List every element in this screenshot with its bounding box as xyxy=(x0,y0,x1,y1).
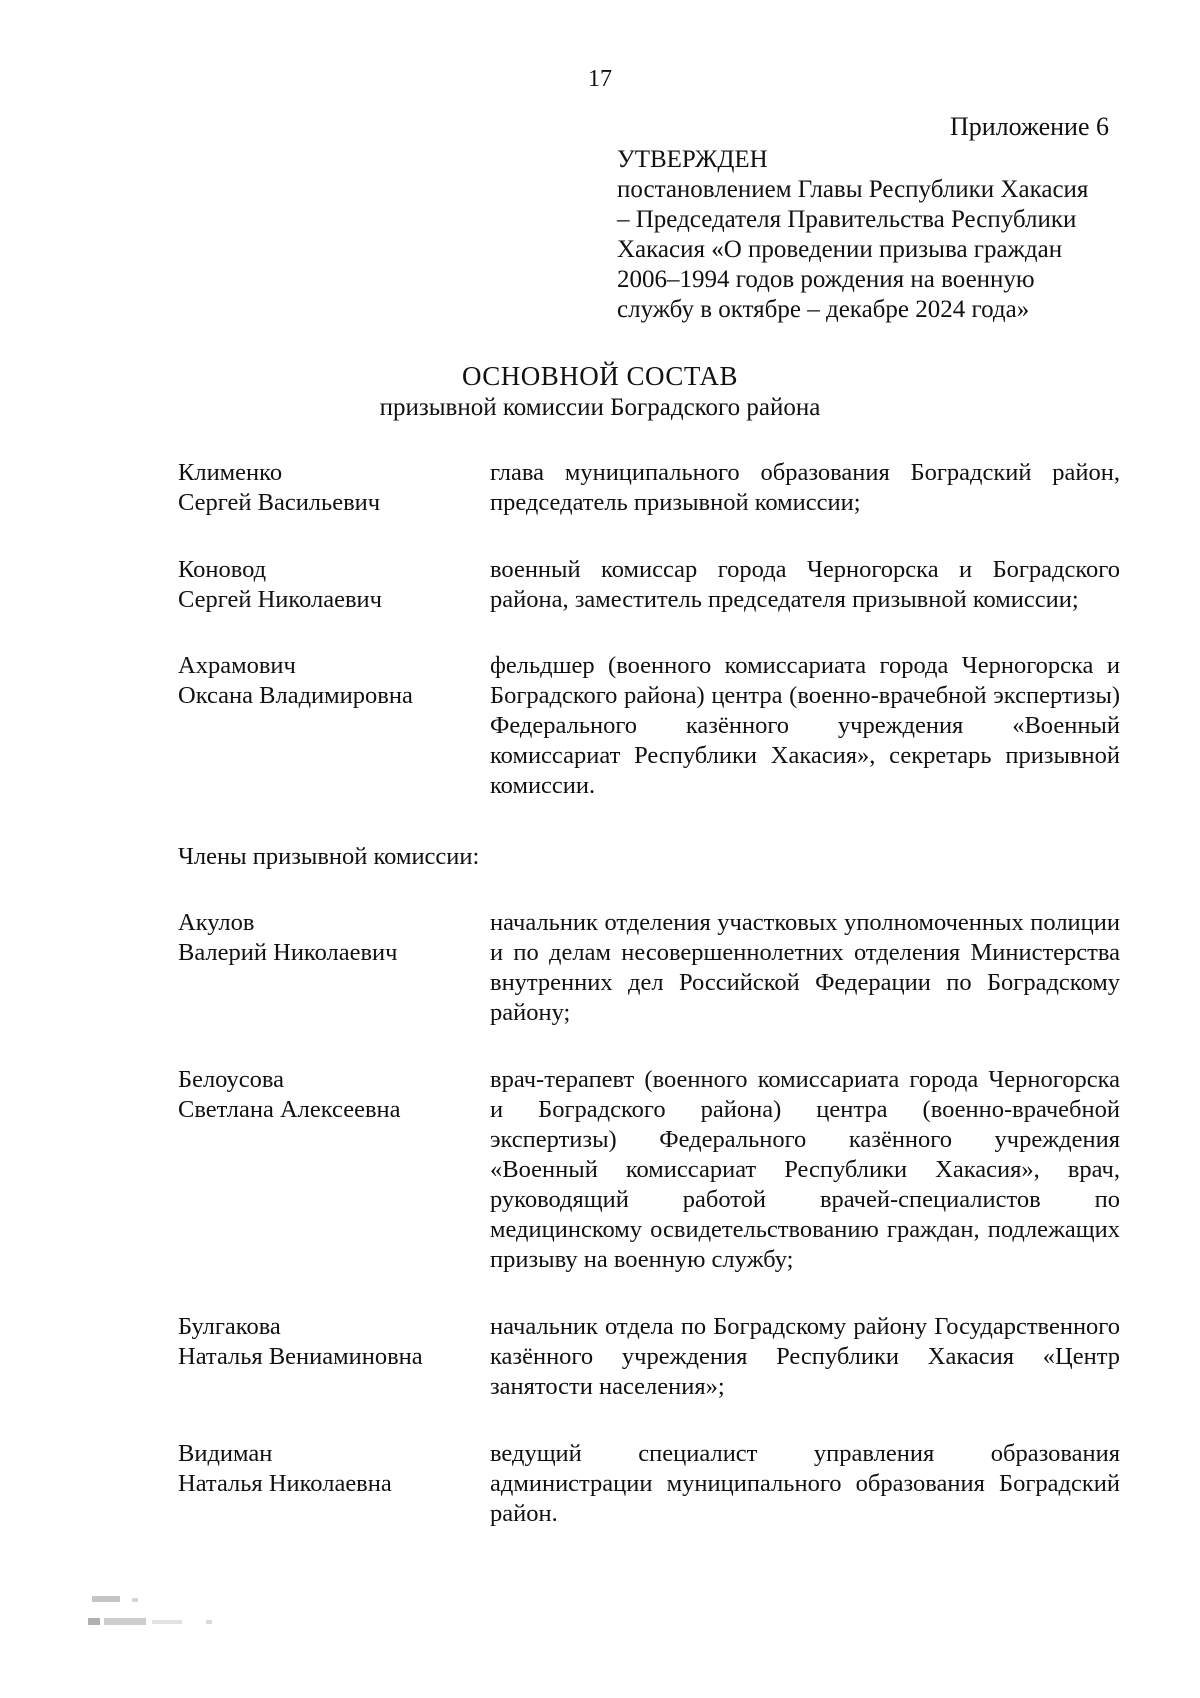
member-name xyxy=(178,1065,468,1125)
member-name xyxy=(178,1312,468,1372)
member-given-name: Валерий Николаевич xyxy=(178,939,398,966)
approval-block xyxy=(617,145,1137,325)
faded-stamp-mark xyxy=(88,1590,228,1634)
member-role: фельдшер (военного комиссариата города Черногорска и Боградского района) центра (военно-врачебной экспертизы) Федерального казённого учреждения «Военный комиссариат Республики Хакасия», секретарь призывной комиссии. xyxy=(490,652,1120,799)
approved-stamp-text: УТВЕРЖДЕН xyxy=(617,146,768,173)
page-number: 17 xyxy=(588,66,612,92)
member-given-name: Светлана Алексеевна xyxy=(178,1096,401,1123)
member-given-name: Оксана Владимировна xyxy=(178,682,413,709)
approval-line: службу в октябре – декабре 2024 года» xyxy=(617,296,1030,323)
member-surname: Ахрамович xyxy=(178,652,296,679)
approval-line: Хакасия «О проведении призыва граждан xyxy=(617,236,1063,263)
member-surname: Клименко xyxy=(178,459,283,486)
appendix-label: Приложение 6 xyxy=(949,112,1109,141)
member-name xyxy=(178,908,468,968)
approval-line: 2006–1994 годов рождения на военную xyxy=(617,266,1035,293)
member-given-name: Сергей Николаевич xyxy=(178,586,382,613)
member-role: начальник отделения участковых уполномоченных полиции и по делам несовершеннолетних отделения Министерства внутренних дел Российской Федерации по Боградскому району; xyxy=(490,909,1120,1026)
approval-line: постановлением Главы Республики Хакасия xyxy=(617,176,1089,203)
member-role: ведущий специалист управления образования администрации муниципального образования Боградский район. xyxy=(490,1440,1120,1527)
member-name xyxy=(178,458,468,518)
member-role: начальник отдела по Боградскому району Государственного казённого учреждения Республики Хакасия «Центр занятости населения»; xyxy=(490,1313,1120,1400)
member-name xyxy=(178,651,468,711)
member-surname: Булгакова xyxy=(178,1313,281,1340)
member-given-name: Наталья Вениаминовна xyxy=(178,1343,423,1370)
member-name xyxy=(178,1439,468,1499)
member-given-name: Сергей Васильевич xyxy=(178,489,381,516)
document-subtitle: призывной комиссии Боградского района xyxy=(379,394,821,421)
member-name xyxy=(178,555,468,615)
member-role: глава муниципального образования Боградский район, председатель призывной комиссии; xyxy=(490,459,1120,516)
faded-stamp xyxy=(88,1590,228,1641)
approval-line: – Председателя Правительства Республики xyxy=(617,206,1077,233)
document-heading xyxy=(0,360,1200,424)
member-surname: Акулов xyxy=(178,909,255,936)
member-surname: Белоусова xyxy=(178,1066,284,1093)
member-surname: Коновод xyxy=(178,556,267,583)
member-given-name: Наталья Николаевна xyxy=(178,1470,392,1497)
member-role: врач-терапевт (военного комиссариата города Черногорска и Боградского района) центра (военно-врачебной экспертизы) Федерального казённого учреждения «Военный комиссариат Республики Хакасия», врач, руководящий работой врачей-специалистов по медицинскому освидетельствованию граждан, подлежащих призыву на военную службу; xyxy=(490,1066,1120,1273)
member-surname: Видиман xyxy=(178,1440,273,1467)
member-role: военный комиссар города Черногорска и Боградского района, заместитель председателя призывной комиссии; xyxy=(490,556,1120,613)
members-section-label: Члены призывной комиссии: xyxy=(178,843,480,870)
document-title: ОСНОВНОЙ СОСТАВ xyxy=(461,361,739,391)
